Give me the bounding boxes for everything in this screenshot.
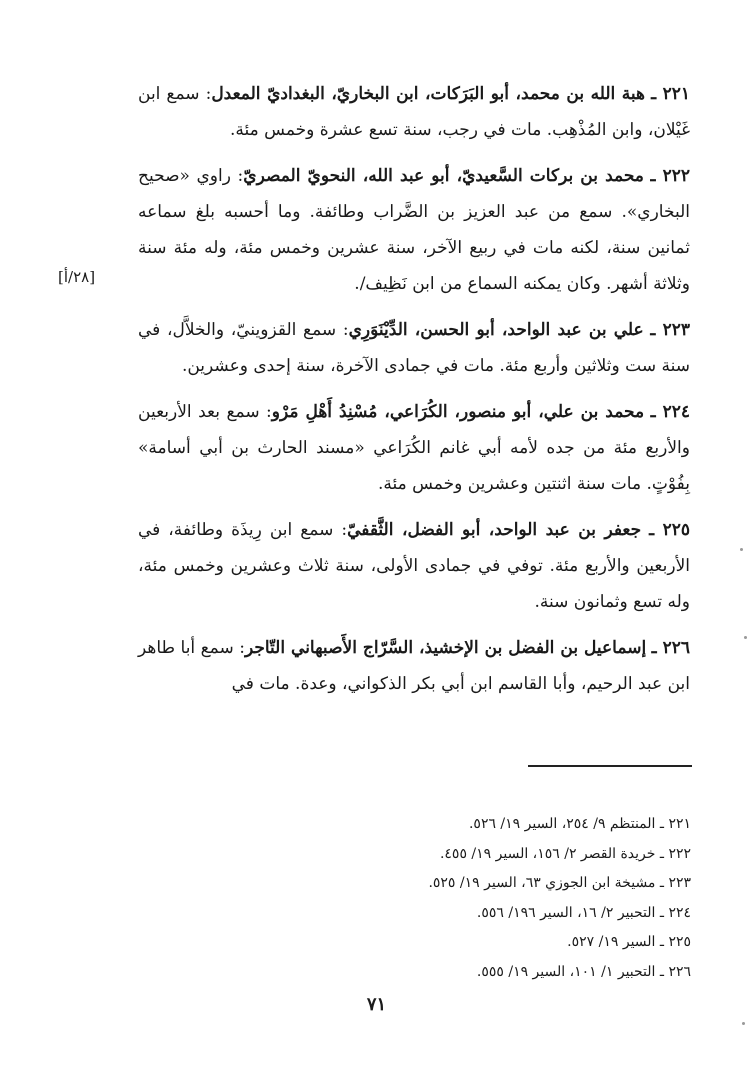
entry-number: ٢٢٥ ـ — [649, 520, 691, 540]
entry-221 — [138, 76, 690, 148]
entry-number: ٢٢٣ ـ — [650, 320, 691, 340]
entry-body: : راوي «صحيح البخاري». سمع من عبد العزيز بن الضَّراب وطائفة. وما أحسبه بلغ سماعه ثمانين سنة، لكنه مات في ربيع الآخر، سنة عشرين وخمس مئة، وله مئة سنة وثلاثة أشهر. وكان يمكنه السماع من ابن نَظِيف/. — [138, 166, 690, 294]
entry-heading: إسماعيل بن الفضل بن الإخشيذ، السَّرّاج الأَصبهاني التّاجر — [244, 638, 647, 658]
biography-entries — [138, 76, 690, 712]
footnote: ٢٢٥ ـ السير ١٩/ ٥٢٧. — [567, 934, 691, 950]
manuscript-folio-reference: [٢٨/أ] — [58, 268, 96, 286]
footnote-separator — [528, 765, 692, 767]
footnote: ٢٢١ ـ المنتظم ٩/ ٢٥٤، السير ١٩/ ٥٢٦. — [468, 816, 691, 832]
entry-number: ٢٢٤ ـ — [650, 402, 691, 422]
entry-body: : سمع القزوينيّ، والخلاَّل، في سنة ست وثلاثين وأربع مئة. مات في جمادى الآخرة، سنة إحدى وعشرين. — [138, 320, 690, 376]
footnote: ٢٢٦ ـ التحبير ١/ ١٠١، السير ١٩/ ٥٥٥. — [476, 963, 691, 980]
footnote: ٢٢٣ ـ مشيخة ابن الجوزي ٦٣، السير ١٩/ ٥٢٥. — [428, 875, 691, 891]
scan-speck — [742, 1022, 745, 1025]
entry-223 — [138, 312, 690, 384]
entry-number: ٢٢١ ـ — [651, 84, 690, 104]
entry-226 — [138, 630, 690, 702]
entry-heading: محمد بن علي، أبو منصور، الكُرَاعي، مُسْنِدُ أَهْلِ مَرْو — [271, 402, 645, 422]
footnotes — [271, 810, 691, 987]
scan-speck — [740, 548, 743, 551]
entry-222 — [138, 158, 690, 302]
entry-225 — [138, 512, 690, 620]
entry-body: : سمع ابن غَيْلان، وابن المُذْهِب. مات في رجب، سنة تسع عشرة وخمس مئة. — [138, 84, 690, 140]
footnote: ٢٢٢ ـ خريدة القصر ٢/ ١٥٦، السير ١٩/ ٤٥٥. — [439, 845, 691, 862]
entry-heading: جعفر بن عبد الواحد، أبو الفضل، الثَّقفيّ — [347, 520, 642, 540]
entry-heading: علي بن عبد الواحد، أبو الحسن، الدِّيْنَوَرِي — [348, 320, 644, 340]
entry-body: : سمع بعد الأربعين والأربع مئة من جده لأمه أبي غانم الكُرَاعي «مسند الحارث بن أبي أسامة» بِفُوْتٍ. مات سنة اثنتين وعشرين وخمس مئة. — [138, 402, 690, 494]
footnote: ٢٢٤ ـ التحبير ٢/ ١٦، السير ١٩٦/ ٥٥٦. — [476, 904, 691, 921]
entry-heading: محمد بن بركات السَّعيديّ، أبو عبد الله، النحويّ المصريّ — [243, 166, 644, 186]
entry-body: : سمع ابن رِيذَة وطائفة، في الأربعين والأربع مئة. توفي في جمادى الأولى، سنة ثلاث وعشرين وخمس مئة، وله تسع وثمانون سنة. — [138, 520, 690, 612]
entry-heading: هبة الله بن محمد، أبو البَرَكات، ابن البخاريّ، البغداديّ المعدل — [211, 84, 646, 104]
entry-number: ٢٢٢ ـ — [650, 166, 690, 186]
scan-speck — [744, 636, 747, 639]
entry-224 — [138, 394, 690, 502]
entry-number: ٢٢٦ ـ — [651, 638, 691, 658]
page-number: ٧١ — [366, 994, 387, 1015]
entry-body: : سمع أبا طاهر ابن عبد الرحيم، وأبا القاسم ابن أبي بكر الذكواني، وعدة. مات في — [138, 638, 690, 694]
